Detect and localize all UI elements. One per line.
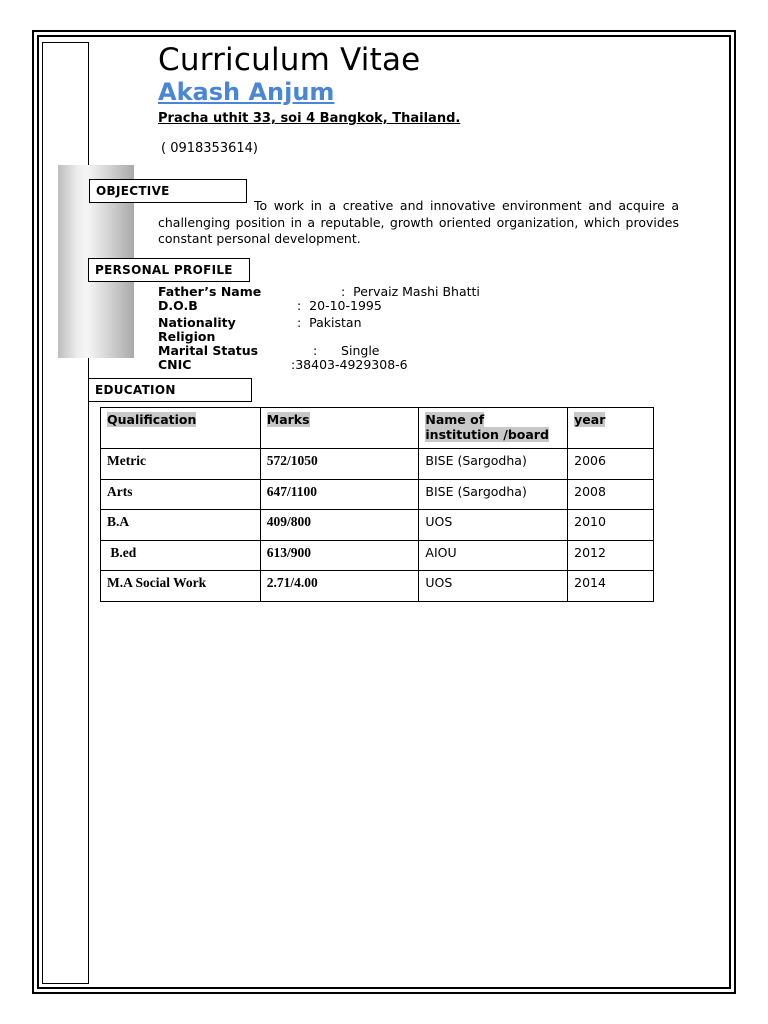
profile-label-religion: Religion [158, 329, 216, 344]
profile-label-marital-status: Marital Status [158, 343, 259, 358]
profile-label-nationality: Nationality [158, 315, 236, 330]
profile-label-dob: D.O.B [158, 298, 198, 313]
education-heading: EDUCATION [88, 378, 252, 402]
table-row [101, 510, 654, 541]
year-cell: 2014 [568, 571, 654, 602]
table-row [101, 571, 654, 602]
marks-cell: 409/800 [260, 510, 419, 541]
institution-cell: UOS [419, 510, 568, 541]
header-marks-text: Marks [266, 412, 310, 427]
phone-number: ( 0918353614) [161, 141, 258, 156]
marks-cell: 613/900 [260, 541, 419, 571]
year-cell: 2008 [568, 480, 654, 510]
year-cell: 2010 [568, 510, 654, 541]
marks-cell: 647/1100 [260, 480, 419, 510]
header-institution [419, 408, 568, 449]
marks-cell: 572/1050 [260, 449, 419, 480]
objective-text [158, 198, 679, 248]
personal-profile-heading: PERSONAL PROFILE [88, 258, 250, 282]
objective-heading: OBJECTIVE [89, 179, 247, 203]
header-institution-text: Name of institution /board [425, 412, 549, 442]
qualification-cell: Metric [101, 449, 261, 480]
table-header-row [101, 408, 654, 449]
education-table [100, 407, 654, 602]
table-row [101, 480, 654, 510]
header-qualification-text: Qualification [107, 412, 197, 427]
header-year-text: year [574, 412, 606, 427]
profile-value-cnic: :38403-4929308-6 [291, 357, 408, 372]
qualification-cell: B.ed [101, 541, 261, 571]
profile-value-marital-status: : Single [313, 343, 380, 358]
profile-label-fathers-name: Father’s Name [158, 284, 262, 299]
objective-body: To work in a creative and innovative environment and acquire a challenging position in a reputable, growth oriented organization, which provides constant personal development. [158, 198, 679, 246]
header-marks [260, 408, 419, 449]
document-title: Curriculum Vitae [158, 42, 421, 78]
marks-cell: 2.71/4.00 [260, 571, 419, 602]
qualification-cell: Arts [101, 480, 261, 510]
institution-cell: BISE (Sargodha) [419, 480, 568, 510]
address: Pracha uthit 33, soi 4 Bangkok, Thailand. [158, 111, 461, 126]
profile-label-cnic: CNIC [158, 357, 192, 372]
header-year [568, 408, 654, 449]
profile-value-nationality: : Pakistan [297, 315, 362, 330]
qualification-cell: B.A [101, 510, 261, 541]
year-cell: 2006 [568, 449, 654, 480]
qualification-cell: M.A Social Work [101, 571, 261, 602]
header-qualification [101, 408, 261, 449]
institution-cell: UOS [419, 571, 568, 602]
table-row [101, 449, 654, 480]
candidate-name: Akash Anjum [158, 78, 335, 106]
institution-cell: BISE (Sargodha) [419, 449, 568, 480]
profile-value-dob: : 20-10-1995 [297, 298, 382, 313]
table-row [101, 541, 654, 571]
year-cell: 2012 [568, 541, 654, 571]
institution-cell: AIOU [419, 541, 568, 571]
profile-value-fathers-name: : Pervaiz Mashi Bhatti [341, 284, 480, 299]
